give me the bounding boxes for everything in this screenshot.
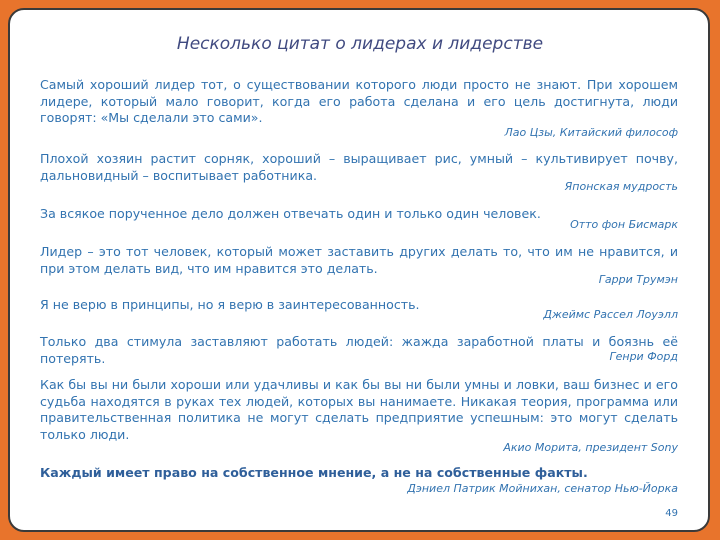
quote-author-8: Дэниел Патрик Мойнихан, сенатор Нью-Йорка xyxy=(407,482,678,495)
quote-text-7: Как бы вы ни были хороши или удачливы и как бы вы ни были умны и ловки, ваш бизнес и его судьба находятся в руках тех людей, которых вы нанимаете. Никакая теория, программа или правительственная политика не могут сделать предприятие успешным: это могут сделать только люди. xyxy=(40,377,678,442)
quote-author-1: Лао Цзы, Китайский философ xyxy=(504,126,678,139)
quote-text-1: Самый хороший лидер тот, о существовании которого люди просто не знают. При хорошем лидере, который мало говорит, когда его работа сделана и его цель достигнута, люди говорят: «Мы сделали это сами». xyxy=(40,77,678,125)
page-number: 49 xyxy=(665,508,678,519)
quote-author-6: Генри Форд xyxy=(609,350,678,363)
quote-author-3: Отто фон Бисмарк xyxy=(570,218,678,231)
quote-text-5: Я не верю в принципы, но я верю в заинтересованность. xyxy=(40,297,420,312)
page-title: Несколько цитат о лидерах и лидерстве xyxy=(176,34,544,54)
quote-text-6: Только два стимула заставляют работать людей: жажда заработной платы и боязнь её потерять. xyxy=(40,334,678,366)
quote-text-2: Плохой хозяин растит сорняк, хороший – выращивает рис, умный – культивирует почву, дальновидный – воспитывает работника. xyxy=(40,151,678,183)
quote-author-4: Гарри Трумэн xyxy=(598,273,678,286)
quote-text-3: За всякое порученное дело должен отвечать один и только один человек. xyxy=(40,206,541,221)
quote-author-5: Джеймс Рассел Лоуэлл xyxy=(543,308,678,321)
quote-text-4: Лидер – это тот человек, который может заставить других делать то, что им не нравится, и при этом делать вид, что им нравится это делать. xyxy=(40,244,678,276)
quote-author-7: Акио Морита, президент Sony xyxy=(503,441,678,454)
quote-author-2: Японская мудрость xyxy=(564,180,678,193)
quote-text-8: Каждый имеет право на собственное мнение, а не на собственные факты. xyxy=(40,465,588,480)
